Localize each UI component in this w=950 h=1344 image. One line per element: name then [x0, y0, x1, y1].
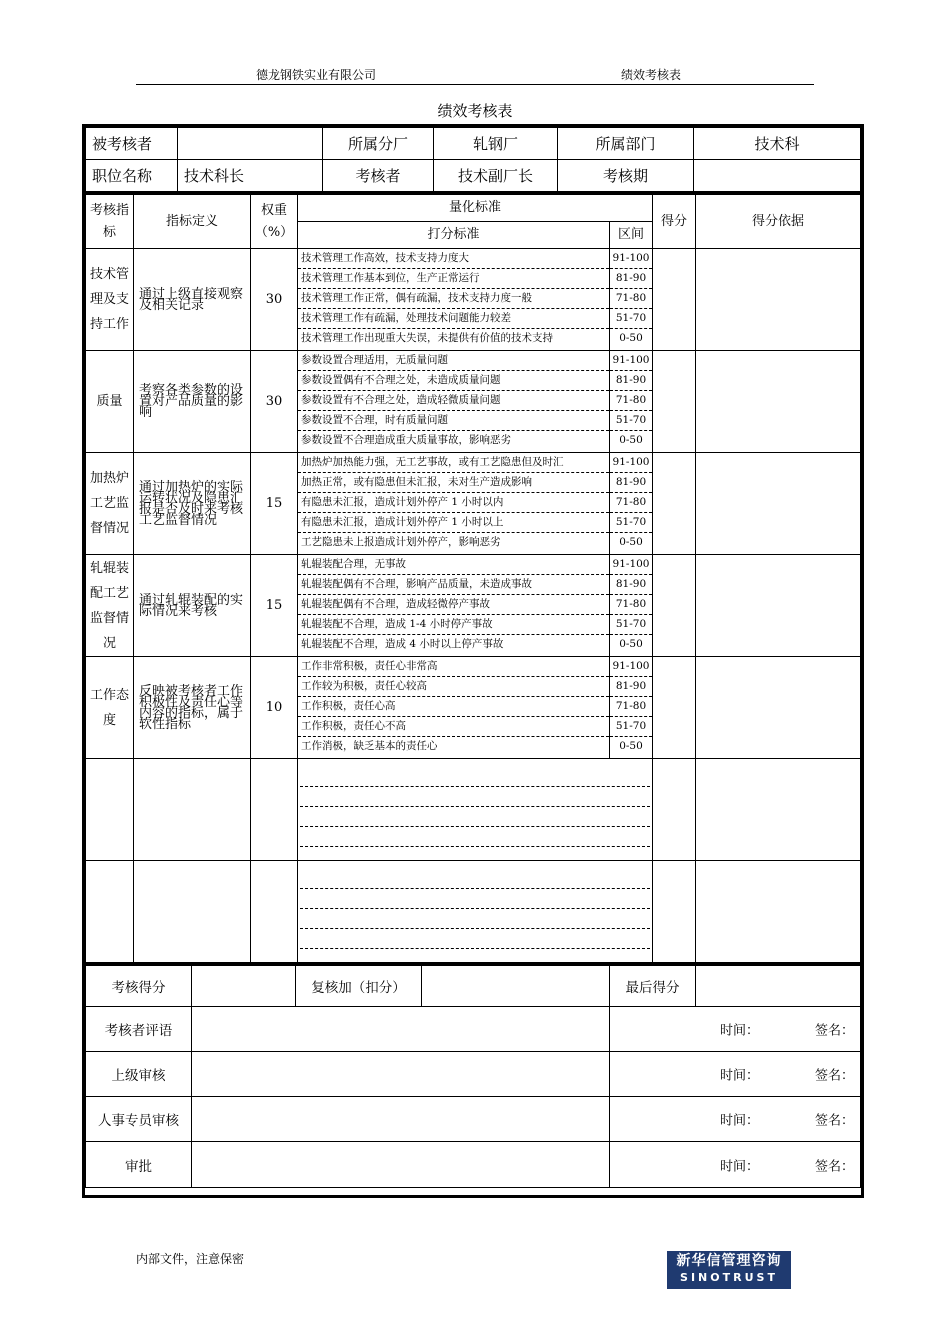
sign-label: 签名： — [815, 1068, 855, 1084]
scoring-standard: 工作消极，缺乏基本的责任心 — [301, 740, 438, 752]
score-label: 考核得分 — [86, 965, 192, 1007]
scoring-standard: 参数设置不合理，时有质量问题 — [298, 411, 609, 431]
final-field[interactable] — [696, 965, 861, 1007]
indicator-table — [85, 192, 861, 963]
score-range: 81-90 — [610, 575, 652, 595]
indicator-name: 技术管理及支持工作 — [86, 249, 134, 351]
scoring-standard: 加热炉加热能力强，无工艺事故，或有工艺隐患但及时汇 — [298, 453, 609, 473]
score-ranges — [610, 453, 653, 555]
score-ranges — [610, 555, 653, 657]
blank-line — [300, 929, 650, 949]
superior-signoff — [610, 1052, 861, 1097]
indicator-row — [86, 249, 861, 351]
score-field[interactable] — [192, 965, 296, 1007]
col-range: 区间 — [610, 222, 653, 249]
indicator-definition: 通过加热炉的实际运转状况及隐患汇报是否及时来考核工艺监督情况 — [134, 453, 251, 555]
basis-cell[interactable] — [696, 453, 861, 555]
scoring-standard: 轧辊装配偶有不合理，造成轻微停产事故 — [298, 595, 609, 615]
score-range: 81-90 — [610, 371, 652, 391]
scoring-standard: 轧辊装配不合理，造成 1-4 小时停产事故 — [298, 615, 609, 635]
department-value: 技术科 — [694, 128, 861, 160]
review-label: 复核加（扣分） — [296, 965, 422, 1007]
basis-cell[interactable] — [696, 657, 861, 759]
score-range: 51-70 — [610, 615, 652, 635]
period-field[interactable] — [694, 160, 861, 192]
info-label-department: 所属部门 — [558, 128, 694, 160]
score-range: 81-90 — [610, 269, 652, 289]
logo-en-text: SINOTRUST — [680, 1271, 778, 1284]
indicator-weight: 30 — [251, 249, 298, 351]
score-range: 91-100 — [610, 249, 652, 269]
blank-cell[interactable] — [653, 759, 696, 861]
blank-indicator-row — [86, 759, 861, 861]
score-range: 71-80 — [610, 493, 652, 513]
info-label-position: 职位名称 — [86, 160, 178, 192]
blank-cell[interactable] — [696, 759, 861, 861]
scoring-standards — [298, 453, 610, 555]
scoring-standards — [298, 249, 610, 351]
scoring-standards — [298, 351, 610, 453]
blank-cell[interactable] — [86, 861, 134, 963]
score-range: 51-70 — [610, 309, 652, 329]
doc-name: 绩效考核表 — [621, 68, 682, 82]
blank-cell[interactable] — [134, 759, 251, 861]
score-cell[interactable] — [653, 657, 696, 759]
scoring-standard: 加热正常，或有隐患但未汇报，未对生产造成影响 — [298, 473, 609, 493]
final-label: 最后得分 — [610, 965, 696, 1007]
comment-field[interactable] — [192, 1007, 610, 1052]
scoring-standard: 有隐患未汇报，造成计划外停产 1 小时以上 — [298, 513, 609, 533]
basis-cell[interactable] — [696, 555, 861, 657]
info-table — [85, 127, 861, 192]
info-label-branch: 所属分厂 — [323, 128, 434, 160]
time-label: 时间： — [720, 1159, 760, 1174]
basis-cell[interactable] — [696, 249, 861, 351]
indicator-definition: 考察各类参数的设置对产品质量的影响 — [134, 351, 251, 453]
indicator-weight: 15 — [251, 555, 298, 657]
score-ranges — [610, 249, 653, 351]
approval-label: 审批 — [86, 1142, 192, 1188]
score-range: 51-70 — [610, 411, 652, 431]
score-range: 81-90 — [610, 473, 652, 493]
superior-review-field[interactable] — [192, 1052, 610, 1097]
indicator-weight: 10 — [251, 657, 298, 759]
score-range: 91-100 — [610, 453, 652, 473]
score-range: 0-50 — [619, 434, 643, 446]
hr-review-field[interactable] — [192, 1097, 610, 1142]
col-indicator: 考核指标 — [86, 194, 134, 249]
time-label: 时间： — [720, 1113, 760, 1129]
indicator-name: 加热炉工艺监督情况 — [86, 453, 134, 555]
summary-table — [85, 963, 861, 1188]
score-range: 51-70 — [610, 717, 652, 737]
sinotrust-logo — [667, 1251, 791, 1289]
score-cell[interactable] — [653, 351, 696, 453]
indicator-row — [86, 351, 861, 453]
scoring-standard: 有隐患未汇报，造成计划外停产 1 小时以内 — [298, 493, 609, 513]
blank-line — [300, 767, 650, 787]
indicator-definition: 通过轧辊装配的实际情况来考核 — [134, 555, 251, 657]
appraisee-field[interactable] — [178, 128, 323, 160]
score-range: 71-80 — [610, 595, 652, 615]
blank-cell[interactable] — [251, 861, 298, 963]
position-value: 技术科长 — [178, 160, 323, 192]
score-range: 0-50 — [619, 638, 643, 650]
score-range: 0-50 — [619, 740, 643, 752]
appraisal-form — [82, 124, 864, 1198]
blank-indicator-row — [86, 861, 861, 963]
score-range: 51-70 — [610, 513, 652, 533]
scoring-standard: 工作非常积极，责任心非常高 — [298, 657, 609, 677]
scoring-standard: 工作积极，责任心不高 — [298, 717, 609, 737]
info-label-appraiser: 考核者 — [323, 160, 434, 192]
col-definition: 指标定义 — [134, 194, 251, 249]
scoring-standard: 参数设置偶有不合理之处，未造成质量问题 — [298, 371, 609, 391]
scoring-standards — [298, 555, 610, 657]
blank-line — [300, 869, 650, 889]
info-label-appraisee: 被考核者 — [86, 128, 178, 160]
blank-line — [300, 909, 650, 929]
blank-cell[interactable] — [86, 759, 134, 861]
sign-label: 签名： — [815, 1023, 855, 1039]
score-range: 91-100 — [610, 555, 652, 575]
hr-review-label: 人事专员审核 — [86, 1097, 192, 1142]
company-name: 德龙钢铁实业有限公司 — [256, 68, 377, 82]
scoring-standard: 技术管理工作基本到位，生产正常运行 — [298, 269, 609, 289]
indicator-weight: 15 — [251, 453, 298, 555]
blank-line — [300, 807, 650, 827]
score-ranges — [610, 351, 653, 453]
superior-review-label: 上级审核 — [86, 1052, 192, 1097]
indicator-row — [86, 555, 861, 657]
scoring-standard: 参数设置不合理造成重大质量事故，影响恶劣 — [301, 434, 511, 446]
blank-line — [300, 827, 650, 847]
indicator-definition: 反映被考核者工作积极性及责任心等内容的指标，属于软性指标 — [134, 657, 251, 759]
score-cell[interactable] — [653, 453, 696, 555]
basis-cell[interactable] — [696, 351, 861, 453]
scoring-standard: 参数设置合理适用，无质量问题 — [298, 351, 609, 371]
score-range: 91-100 — [610, 351, 652, 371]
score-range: 71-80 — [610, 391, 652, 411]
branch-value: 轧钢厂 — [434, 128, 558, 160]
col-scoring: 打分标准 — [298, 222, 610, 249]
indicator-weight: 30 — [251, 351, 298, 453]
blank-cell[interactable] — [653, 861, 696, 963]
approval-signoff — [610, 1142, 861, 1188]
score-range: 81-90 — [610, 677, 652, 697]
indicator-definition: 通过上级直接观察及相关记录 — [134, 249, 251, 351]
col-quant: 量化标准 — [298, 194, 653, 222]
appraiser-value: 技术副厂长 — [434, 160, 558, 192]
review-field[interactable] — [422, 965, 610, 1007]
indicator-name: 工作态度 — [86, 657, 134, 759]
blank-cell[interactable] — [696, 861, 861, 963]
sign-label: 签名： — [815, 1113, 855, 1129]
confidential-note: 内部文件，注意保密 — [136, 1252, 245, 1266]
blank-line — [300, 787, 650, 807]
scoring-standard: 轧辊装配偶有不合理，影响产品质量，未造成事故 — [298, 575, 609, 595]
logo-cn-text: 新华信管理咨询 — [676, 1253, 782, 1269]
scoring-standard: 工作较为积极，责任心较高 — [298, 677, 609, 697]
score-cell[interactable] — [653, 555, 696, 657]
form-title: 绩效考核表 — [437, 102, 513, 120]
col-basis: 得分依据 — [696, 194, 861, 249]
indicator-row — [86, 657, 861, 759]
scoring-standard: 轧辊装配不合理，造成 4 小时以上停产事故 — [301, 638, 504, 650]
approval-field[interactable] — [192, 1142, 610, 1188]
info-label-period: 考核期 — [558, 160, 694, 192]
comment-signoff — [610, 1007, 861, 1052]
sign-label: 签名： — [815, 1159, 855, 1174]
scoring-standard: 工艺隐患未上报造成计划外停产，影响恶劣 — [301, 536, 501, 548]
scoring-standard: 轧辊装配合理，无事故 — [298, 555, 609, 575]
time-label: 时间： — [720, 1023, 760, 1039]
time-label: 时间： — [720, 1068, 760, 1084]
scoring-standard: 参数设置有不合理之处，造成轻微质量问题 — [298, 391, 609, 411]
blank-cell[interactable] — [251, 759, 298, 861]
score-range: 0-50 — [619, 536, 643, 548]
scoring-standard: 技术管理工作出现重大失误，未提供有价值的技术支持 — [301, 332, 553, 344]
col-score: 得分 — [653, 194, 696, 249]
hr-signoff — [610, 1097, 861, 1142]
blank-standards[interactable] — [298, 759, 653, 861]
scoring-standard: 技术管理工作高效，技术支持力度大 — [298, 249, 609, 269]
score-cell[interactable] — [653, 249, 696, 351]
scoring-standard: 技术管理工作有疏漏，处理技术问题能力较差 — [298, 309, 609, 329]
indicator-name: 轧辊装配工艺监督情况 — [86, 555, 134, 657]
col-weight: 权重（%） — [251, 194, 298, 249]
indicator-name: 质量 — [86, 351, 134, 453]
score-range: 91-100 — [610, 657, 652, 677]
score-range: 71-80 — [610, 289, 652, 309]
scoring-standards — [298, 657, 610, 759]
blank-standards[interactable] — [298, 861, 653, 963]
scoring-standard: 技术管理工作正常，偶有疏漏，技术支持力度一般 — [298, 289, 609, 309]
score-range: 0-50 — [619, 332, 643, 344]
scoring-standard: 工作积极，责任心高 — [298, 697, 609, 717]
score-range: 71-80 — [610, 697, 652, 717]
blank-cell[interactable] — [134, 861, 251, 963]
page-header — [136, 64, 814, 85]
blank-line — [300, 889, 650, 909]
comment-label: 考核者评语 — [86, 1007, 192, 1052]
score-ranges — [610, 657, 653, 759]
indicator-row — [86, 453, 861, 555]
